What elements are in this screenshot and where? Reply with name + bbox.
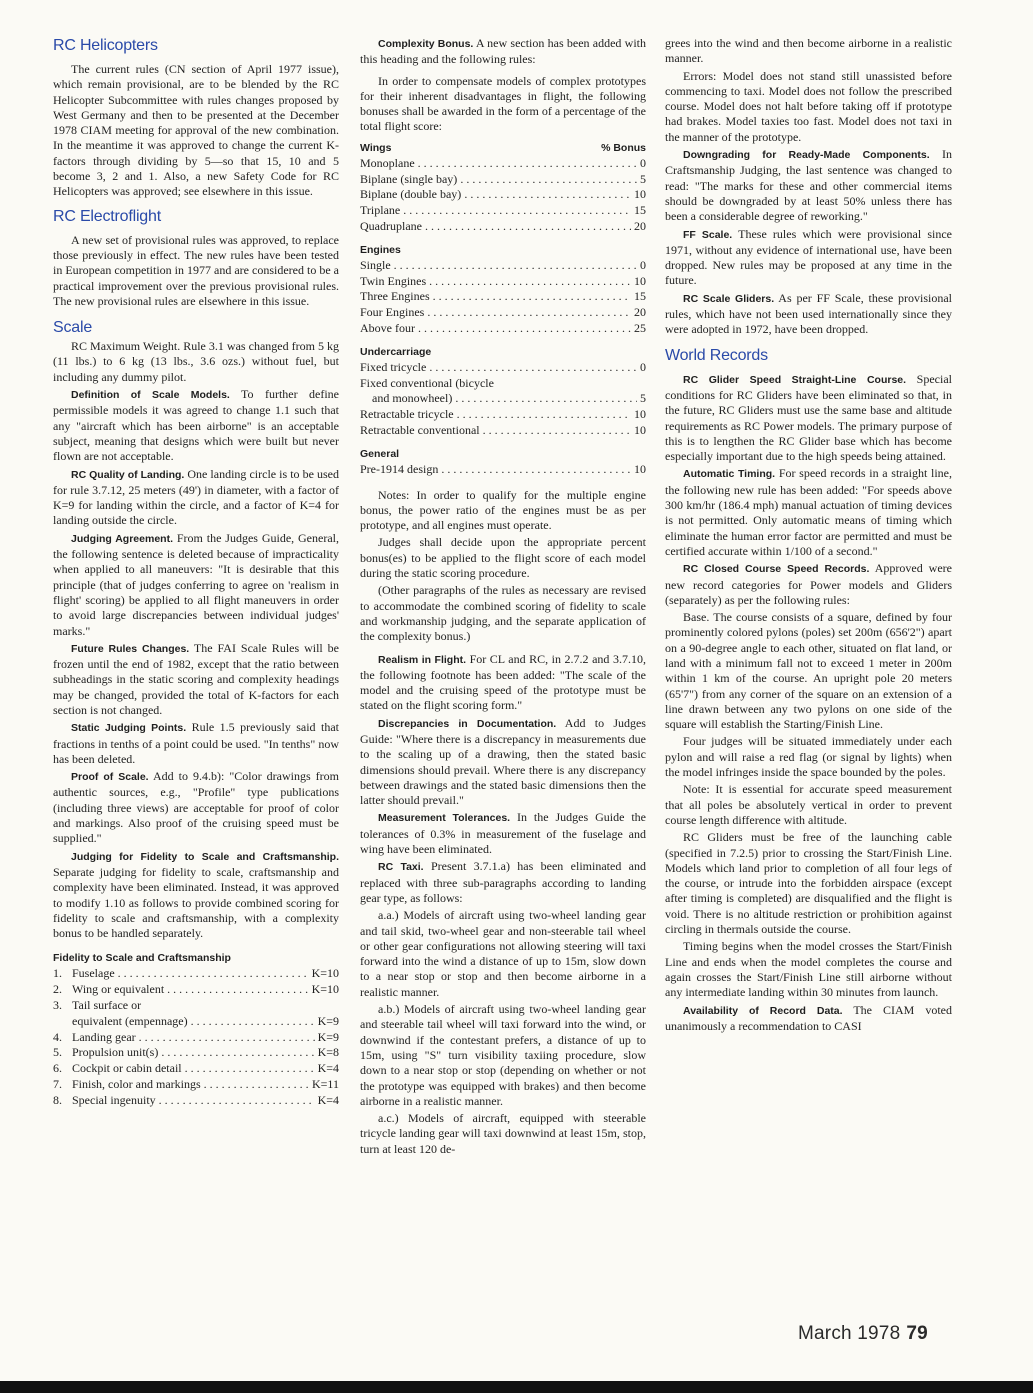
leader-dots [394,258,637,274]
run-in-heading: Static Judging Points. [71,722,187,735]
section-heading-rc-electroflight: RC Electroflight [53,207,161,225]
paragraph [53,387,339,464]
paragraph-text: For CL and RC, in 2.7.2 and 3.7.10, the following footnote has been added: "The scale of the model and the cruising speed of the prototype must be stated on the flight scoring form." [360,651,646,713]
item-number: 3. [53,998,62,1013]
fidelity-list [53,966,339,1108]
paragraph-text: Rule 1.5 previously said that fractions in tenths of a point could be used. "In tenths" now has been deleted. [53,720,339,766]
paragraph [665,466,952,559]
item-number: 6. [53,1061,62,1076]
item-label: Retractable conventional [360,422,480,437]
item-label: and monowheel) [372,391,453,406]
wings-list [360,156,646,235]
list-item [360,219,646,235]
bonus-heading: % Bonus [601,141,646,154]
item-label: Three Engines [360,289,430,304]
table-heading-general [360,447,646,462]
paragraph [360,859,646,906]
paragraph-text: Special conditions for RC Gliders have been eliminated so that, in the future, RC Gliders must use the same base and altitude requirements as RC Power models. The primary purpose of this is to lengthen the RC Glider base which has become especially important due to the high speeds being attained. [665,371,952,464]
list-item [53,998,339,1014]
paragraph [665,1003,952,1035]
engines-list [360,258,646,337]
paragraph-text: The FAI Scale Rules will be frozen until the end of 1982, except that the ratio between subheadings in the static scoring and complexity headings may be changed, provided the total of K-factors for each section is not changed. [53,640,339,717]
paragraph: (Other paragraphs of the rules as necessary are revised to accommodate the combined scoring of fidelity to scale and workmanship judging, and the separate application of the complexity bonus.) [360,583,646,644]
list-item [53,1077,339,1093]
list-item [360,360,646,376]
leader-dots [139,1030,315,1046]
paragraph [665,227,952,289]
leader-dots [185,1061,315,1077]
item-number: 7. [53,1077,62,1092]
run-in-heading: Measurement Tolerances. [378,812,511,825]
run-in-heading: Availability of Record Data. [683,1004,843,1017]
item-number: 5. [53,1045,62,1060]
item-label: Wing or equivalent [72,982,165,997]
item-label: Fixed conventional (bicycle [360,375,494,390]
wings-heading: Wings [360,141,392,154]
run-in-heading: Automatic Timing. [683,468,776,481]
list-heading: Fidelity to Scale and Craftsmanship [53,952,231,965]
paragraph-text: In the Judges Guide the tolerances of 0.3% in measurement of the fuselage and wing have been eliminated. [360,810,646,857]
list-item [360,203,646,219]
run-in-heading: RC Glider Speed Straight-Line Course. [683,373,907,386]
list-item [53,1014,339,1030]
leader-dots [464,187,631,203]
list-item [360,258,646,274]
paragraph [53,641,339,718]
list-item [360,172,646,188]
item-label: Four Engines [360,305,425,320]
leader-dots [429,274,631,290]
undercarriage-heading: Undercarriage [360,345,432,358]
paragraph: a.c.) Models of aircraft, equipped with steerable tricycle landing gear will taxi downwind at least 15m, stop, turn at least 120 de- [360,1111,646,1156]
item-value: 15 [634,203,646,218]
list-item [53,1061,339,1077]
list-item [53,1093,339,1109]
item-value: 0 [640,359,646,374]
leader-dots [418,321,631,337]
paragraph-text: Approved were new record categories for Power models and Gliders (separately) as per the following rules: [665,561,952,607]
leader-dots [427,305,631,321]
run-in-heading: RC Taxi. [378,861,424,874]
list-item [360,305,646,321]
paragraph-text: Present 3.7.1.a) has been eliminated and replaced with three sub-paragraphs according to landing gear type, as follows: [360,859,646,905]
item-value: K=10 [311,966,339,981]
leader-dots [191,1014,315,1030]
item-value: 0 [640,155,646,170]
item-label: Propulsion unit(s) [72,1045,159,1060]
item-label: Retractable tricycle [360,407,454,422]
item-label: Finish, color and markings [72,1077,201,1092]
paragraph: RC Gliders must be free of the launching cable (specified in 7.2.5) prior to crossing the Start/Finish Line. Models which land prior to completion of all four legs of the course, or intrude into the forbidden airspace (except after timing is completed) are disqualified and the flight is void. There is no altitude restriction or prohibition against circling in thermals outside the course. [665,830,952,937]
paragraph [360,716,646,809]
item-value: 5 [640,171,646,186]
leader-dots [204,1077,309,1093]
item-label: Landing gear [72,1029,136,1044]
item-value: 20 [634,305,646,320]
list-item [360,289,646,305]
item-label: Triplane [360,203,401,218]
leader-dots [460,172,637,188]
paragraph: The current rules (CN section of April 1977 issue), which remain provisional, are to be blended by the RC Helicopter Subcommittee with rules changes proposed by West Germany and then to be presented at the December 1978 CIAM meeting for approval of the new combination. In the meantime it was approved to change the current K-factors through dividing by 5—so that 15, 10 and 5 become 3, 2 and 1. Also, a new Safety Code for RC Helicopters was approved; see elsewhere in this issue. [53,62,339,199]
paragraph-text: For speed records in a straight line, the following new rule has been added: "For speeds above 300 km/hr (186.4 mph) manual actuation of timing devices is not permitted. Only automatic means of timing which eliminate the human error factor are permitted and must be certified accurate within 1/100 of a second." [665,466,952,558]
run-in-heading: RC Scale Gliders. [683,292,775,305]
page-footer [798,1323,928,1345]
item-number: 8. [53,1092,62,1107]
item-label: Above four [360,320,415,335]
item-value: 5 [640,391,646,406]
item-value: K=9 [317,1029,339,1044]
paragraph-text: From the Judges Guide, General, the following sentence is deleted because of impracticality when applied to all maneuvers: "It is desirable that this principle (that of judges conferring to agree on 'realism in flight' scoring) be applied to all flight maneuvers in order to avoid large discrepancies between individual judges' marks." [53,530,339,638]
paragraph: Notes: In order to qualify for the multiple engine bonus, the power ratio of the engines must be as per prototype, and all engines must operate. [360,487,646,533]
paragraph-text: In Craftsmanship Judging, the last sentence was changed to read: "The marks for these and other commercial items should be downgraded by at least 50% unless there has been a considerable degree of reworking." [665,147,952,224]
paragraph [665,561,952,608]
item-value: 25 [634,320,646,335]
leader-dots [418,156,637,172]
table-heading-engines [360,243,646,258]
paragraph [665,372,952,465]
list-item [360,156,646,172]
list-item [53,1030,339,1046]
run-in-heading: FF Scale. [683,228,733,241]
list-item [53,1045,339,1061]
paragraph [360,36,646,68]
item-label: Pre-1914 design [360,461,439,476]
engines-heading: Engines [360,243,401,256]
run-in-heading: RC Quality of Landing. [71,468,185,481]
list-item [360,391,646,407]
paragraph [360,810,646,857]
run-in-heading: Realism in Flight. [378,653,467,666]
leader-dots [403,203,631,219]
paragraph-text: These rules which were provisional since 1971, without any evidence of international use, have been dropped. New rules may be proposed at any time in the future. [665,226,952,288]
paragraph: grees into the wind and then become airborne in a realistic manner. [665,36,952,66]
item-label: equivalent (empennage) [72,1013,188,1028]
item-value: K=4 [317,1061,339,1076]
paragraph [360,652,646,714]
item-label: Special ingenuity [72,1092,156,1107]
leader-dots [118,966,309,982]
item-number: 1. [53,966,62,981]
item-number: 4. [53,1029,62,1044]
leader-dots [159,1093,315,1109]
run-in-heading: Discrepancies in Documentation. [378,717,557,730]
leader-dots [425,219,631,235]
paragraph: Base. The course consists of a square, defined by four prominently colored pylons (poles) set 200m (656'2") apart on a 90-degree angle to each other, situated on flat land, or land with a minimum fall not to exceed 1 meter in 200m within 1 km of the course. An upright pole 20 meters (65'7") from any corner of the square on an extension of a line drawn between any two pylons on one side of the square will establish the Starting/Finish Line. [665,610,952,732]
item-value: 10 [634,407,646,422]
paragraph: a.a.) Models of aircraft using two-wheel landing gear and tail skid, two-wheel gear and non-steerable tail wheel or other gear configurations not allowing steering will taxi forward into the wind a distance of up to 15m, slow down to a near stop or stop and then become airborne in a realistic manner. [360,908,646,999]
item-label: Biplane (single bay) [360,171,458,186]
item-value: 10 [634,422,646,437]
item-value: K=11 [312,1077,339,1092]
leader-dots [433,289,631,305]
run-in-heading: Complexity Bonus. [378,38,474,50]
paragraph-text: A new section has been added with this heading and the following rules: [360,36,646,67]
paragraph-text: One landing circle is to be used for rule 3.7.12, 25 meters (49') in diameter, with a factor of K=9 for landing within the circle, and a factor of K=4 for landing outside the circle. [53,466,339,528]
item-value: K=8 [317,1045,339,1060]
paragraph [665,291,952,338]
run-in-heading: Future Rules Changes. [71,642,190,655]
paragraph [665,147,952,224]
leader-dots [457,407,631,423]
list-item [53,982,339,998]
list-item [360,274,646,290]
paragraph [53,769,339,846]
paragraph-text: The CIAM voted unanimously a recommendation to CASI [665,1002,952,1033]
issue-date: March 1978 [798,1323,901,1344]
paragraph [53,467,339,529]
section-heading-scale: Scale [53,319,93,337]
list-item [360,462,646,478]
run-in-heading: Judging Agreement. [71,532,173,545]
item-label: Twin Engines [360,273,427,288]
section-heading-world-records: World Records [665,346,768,364]
list-item [360,376,646,392]
paragraph [53,720,339,767]
paragraph: Judges shall decide upon the appropriate percent bonus(es) to be applied to the flight score of each model during the static scoring procedure. [360,535,646,581]
paragraph-text: Add to 9.4.b): "Color drawings from authentic sources, e.g., "Profile" type publications (including three views) are acceptable for proof of color and markings. Also proof of the cruising speed must be supplied." [53,769,340,846]
item-value: 10 [634,187,646,202]
item-value: K=9 [317,1013,339,1028]
item-value: 20 [634,218,646,233]
column-3 [665,36,952,1036]
paragraph: A new set of provisional rules was approved, to replace those previously in effect. The new rules have been tested in European competition in 1977 and are considered to be a practical improvement over the previous provisional rules. The new provisional rules are elsewhere in this issue. [53,232,339,308]
page-number: 79 [906,1323,928,1344]
item-label: Fuselage [72,966,115,981]
paragraph: Timing begins when the model crosses the Start/Finish Line and ends when the model completes the course and again crosses the Start/Finish Line still airborne without any intermediate landing within 30 minutes from launch. [665,939,952,1000]
paragraph: Four judges will be situated immediately under each pylon and will raise a red flag (or signal by lights) when the model infringes inside the space bounded by the poles. [665,734,952,780]
table-heading-undercarriage [360,345,646,360]
general-heading: General [360,447,400,460]
paragraph: In order to compensate models of complex prototypes for their inherent disadvantages in flight, the following bonuses shall be awarded in the form of a percentage of the total flight score: [360,73,646,134]
list-item [360,321,646,337]
leader-dots [455,391,637,407]
item-label: Biplane (double bay) [360,187,462,202]
paragraph-text: Separate judging for fidelity to scale, craftsmanship and complexity have been eliminated. Instead, it was approved to modify 1.10 as follows to provide combined scoring for fidelity to scale and craftsmanship, with a complexity bonus to be handled separately. [53,864,339,941]
item-value: 10 [634,273,646,288]
column-2 [360,36,646,1159]
item-label: Quadruplane [360,218,422,233]
list-item [53,966,339,982]
item-value: 15 [634,289,646,304]
paragraph: Note: It is essential for accurate speed measurement that all poles be absolutely vertical in order to prevent course length difference with altitude. [665,782,952,827]
paragraph-text: To further define permissible models it was agreed to change 1.1 such that any "aircraft which has been airborne" is an acceptable subject, meaning that designs which were built but never flown are not acceptable. [53,387,339,464]
item-label: Single [360,257,391,272]
item-number: 2. [53,982,62,997]
leader-dots [167,982,308,998]
run-in-heading: Downgrading for Ready-Made Components. [683,149,930,162]
paragraph: Errors: Model does not stand still unassisted before commencing to taxi. Model does not follow the prescribed course. Model does not halt before taking off if prototype had brakes. Model taxies too fast. Model does not taxi in the manner of the prototype. [665,68,952,144]
leader-dots [429,360,637,376]
leader-dots [483,423,631,439]
section-heading-rc-helicopters: RC Helicopters [53,37,158,54]
leader-dots [441,462,631,478]
paragraph: a.b.) Models of aircraft using two-wheel landing gear and steerable tail wheel will taxi forward into the wind, or downwind if the contestant prefers, a distance of up to 15m, using "S" turn visibility taxiing procedure, slow down to a near stop or stop (depending on whether or not the prototype was equipped with brakes) and then become airborne in a realistic manner. [360,1002,646,1108]
list-item [360,407,646,423]
item-value: K=4 [317,1092,339,1107]
table-heading-wings [360,141,646,156]
leader-dots [161,1045,314,1061]
paragraph [53,531,339,639]
list-item [360,187,646,203]
item-value: K=10 [311,982,339,997]
paragraph-text: Add to Judges Guide: "Where there is a discrepancy in measurements due to the scaling up of a drawing, then the stated basic dimensions should prevail. Where there is any discrepancy between drawings and the stated basic dimensions then the latter should prevail." [360,715,646,808]
paragraph [53,849,339,942]
item-label: Monoplane [360,155,415,170]
item-value: 10 [634,461,646,476]
paragraph: RC Maximum Weight. Rule 3.1 was changed from 5 kg (11 lbs.) to 6 kg (13 lbs., 3.6 ozs.) without fuel, but including any dummy pilot. [53,339,339,384]
list-item [360,423,646,439]
run-in-heading: Proof of Scale. [71,771,149,784]
paragraph-text: As per FF Scale, these provisional rules, which have not been used internationally since they were adopted in 1972, have been dropped. [665,290,952,337]
run-in-heading: Definition of Scale Models. [71,389,230,402]
scan-edge [0,1381,1033,1393]
item-label: Tail surface or [72,998,142,1013]
run-in-heading: Judging for Fidelity to Scale and Craftsmanship. [71,850,339,863]
column-1 [53,36,339,1109]
item-value: 0 [640,257,646,272]
item-label: Fixed tricycle [360,359,427,374]
run-in-heading: RC Closed Course Speed Records. [683,563,870,576]
item-label: Cockpit or cabin detail [72,1061,182,1076]
